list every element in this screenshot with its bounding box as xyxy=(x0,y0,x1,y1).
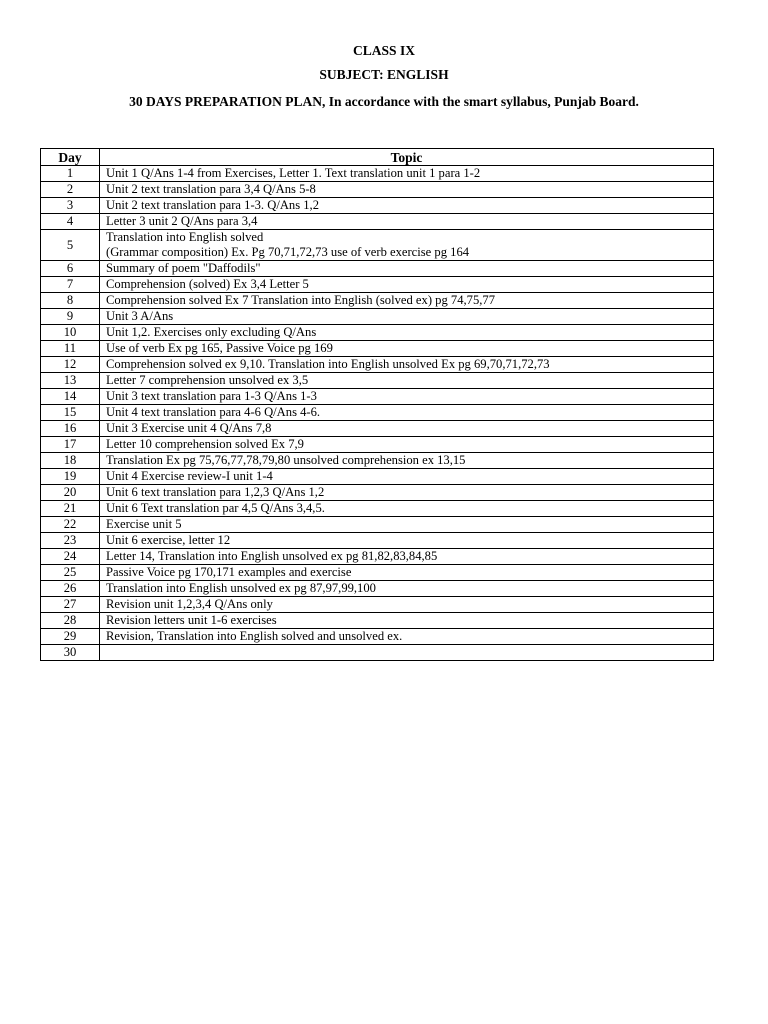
topic-cell xyxy=(100,389,714,405)
table-body xyxy=(41,166,714,661)
topic-cell xyxy=(100,437,714,453)
table-row xyxy=(41,389,714,405)
table-row xyxy=(41,597,714,613)
day-cell: 20 xyxy=(41,485,100,501)
topic-line: Letter 10 comprehension solved Ex 7,9 xyxy=(106,437,304,451)
topic-cell xyxy=(100,565,714,581)
table-row xyxy=(41,373,714,389)
topic-column-header: Topic xyxy=(100,149,714,166)
topic-cell xyxy=(100,198,714,214)
topic-cell xyxy=(100,453,714,469)
topic-line: Unit 6 Text translation par 4,5 Q/Ans 3,4,5. xyxy=(106,501,325,515)
table-row xyxy=(41,261,714,277)
topic-line: Unit 1 Q/Ans 1-4 from Exercises, Letter 1. Text translation unit 1 para 1-2 xyxy=(106,166,481,180)
table-row xyxy=(41,293,714,309)
day-cell: 7 xyxy=(41,277,100,293)
table-row xyxy=(41,581,714,597)
topic-line: Comprehension solved ex 9,10. Translation into English unsolved Ex pg 69,70,71,72,73 xyxy=(106,357,550,371)
topic-line: Use of verb Ex pg 165, Passive Voice pg 169 xyxy=(106,341,333,355)
day-cell: 11 xyxy=(41,341,100,357)
topic-cell xyxy=(100,613,714,629)
day-cell: 14 xyxy=(41,389,100,405)
topic-line: Letter 14, Translation into English unsolved ex pg 81,82,83,84,85 xyxy=(106,549,438,563)
table-row xyxy=(41,277,714,293)
topic-line: Unit 2 text translation para 3,4 Q/Ans 5-8 xyxy=(106,182,316,196)
day-cell: 8 xyxy=(41,293,100,309)
class-title: CLASS IX xyxy=(353,43,415,58)
topic-line: Unit 4 text translation para 4-6 Q/Ans 4-6. xyxy=(106,405,321,419)
day-cell: 28 xyxy=(41,613,100,629)
day-cell: 22 xyxy=(41,517,100,533)
preparation-plan-table xyxy=(40,148,714,661)
topic-line: Unit 4 Exercise review-I unit 1-4 xyxy=(106,469,273,483)
topic-cell xyxy=(100,517,714,533)
table-row xyxy=(41,453,714,469)
day-cell: 9 xyxy=(41,309,100,325)
table-row xyxy=(41,405,714,421)
day-cell: 18 xyxy=(41,453,100,469)
topic-cell xyxy=(100,214,714,230)
day-cell: 5 xyxy=(41,230,100,261)
day-cell: 12 xyxy=(41,357,100,373)
topic-line: Passive Voice pg 170,171 examples and exercise xyxy=(106,565,352,579)
day-cell: 21 xyxy=(41,501,100,517)
table-row xyxy=(41,613,714,629)
topic-line: Unit 6 text translation para 1,2,3 Q/Ans 1,2 xyxy=(106,485,325,499)
table-row xyxy=(41,230,714,261)
plan-title: 30 DAYS PREPARATION PLAN, In accordance with the smart syllabus, Punjab Board. xyxy=(129,94,639,109)
topic-cell xyxy=(100,405,714,421)
day-cell: 25 xyxy=(41,565,100,581)
topic-line: Letter 7 comprehension unsolved ex 3,5 xyxy=(106,373,309,387)
topic-line: Translation Ex pg 75,76,77,78,79,80 unsolved comprehension ex 13,15 xyxy=(106,453,466,467)
table-row xyxy=(41,214,714,230)
topic-cell xyxy=(100,293,714,309)
table-header-row xyxy=(41,149,714,166)
subject-title: SUBJECT: ENGLISH xyxy=(319,67,449,82)
topic-cell xyxy=(100,309,714,325)
topic-cell xyxy=(100,261,714,277)
table-row xyxy=(41,357,714,373)
topic-line: Revision letters unit 1-6 exercises xyxy=(106,613,277,627)
topic-line: Comprehension (solved) Ex 3,4 Letter 5 xyxy=(106,277,309,291)
topic-cell xyxy=(100,581,714,597)
topic-line: Unit 3 A/Ans xyxy=(106,309,174,323)
day-cell: 17 xyxy=(41,437,100,453)
day-cell: 15 xyxy=(41,405,100,421)
topic-cell xyxy=(100,549,714,565)
table-row xyxy=(41,182,714,198)
topic-cell xyxy=(100,485,714,501)
topic-cell xyxy=(100,182,714,198)
topic-cell xyxy=(100,421,714,437)
topic-cell xyxy=(100,341,714,357)
topic-line: Letter 3 unit 2 Q/Ans para 3,4 xyxy=(106,214,258,228)
table-row xyxy=(41,341,714,357)
table-row xyxy=(41,309,714,325)
day-cell: 13 xyxy=(41,373,100,389)
topic-line: Translation into English unsolved ex pg 87,97,99,100 xyxy=(106,581,376,595)
topic-cell xyxy=(100,533,714,549)
topic-cell xyxy=(100,357,714,373)
topic-cell xyxy=(100,501,714,517)
topic-cell xyxy=(100,373,714,389)
table-row xyxy=(41,501,714,517)
table-row xyxy=(41,421,714,437)
topic-line: Unit 1,2. Exercises only excluding Q/Ans xyxy=(106,325,317,339)
topic-line: Unit 6 exercise, letter 12 xyxy=(106,533,231,547)
topic-cell xyxy=(100,230,714,261)
topic-cell xyxy=(100,469,714,485)
topic-line: Comprehension solved Ex 7 Translation into English (solved ex) pg 74,75,77 xyxy=(106,293,495,307)
table-row xyxy=(41,645,714,661)
day-cell: 26 xyxy=(41,581,100,597)
day-cell: 10 xyxy=(41,325,100,341)
topic-line: Exercise unit 5 xyxy=(106,517,182,531)
topic-cell xyxy=(100,277,714,293)
table-row xyxy=(41,485,714,501)
topic-line: Unit 2 text translation para 1-3. Q/Ans 1,2 xyxy=(106,198,320,212)
topic-line: Translation into English solved xyxy=(106,230,264,244)
day-cell: 19 xyxy=(41,469,100,485)
table-row xyxy=(41,469,714,485)
day-cell: 23 xyxy=(41,533,100,549)
topic-cell xyxy=(100,597,714,613)
table-row xyxy=(41,325,714,341)
day-cell: 27 xyxy=(41,597,100,613)
topic-cell xyxy=(100,166,714,182)
day-cell: 2 xyxy=(41,182,100,198)
table-row xyxy=(41,166,714,182)
day-cell: 30 xyxy=(41,645,100,661)
day-cell: 4 xyxy=(41,214,100,230)
topic-line: Revision unit 1,2,3,4 Q/Ans only xyxy=(106,597,273,611)
table-row xyxy=(41,437,714,453)
table-row xyxy=(41,549,714,565)
topic-line: Revision, Translation into English solved and unsolved ex. xyxy=(106,629,403,643)
topic-line: (Grammar composition) Ex. Pg 70,71,72,73 use of verb exercise pg 164 xyxy=(106,245,470,259)
day-cell: 6 xyxy=(41,261,100,277)
topic-cell xyxy=(100,645,714,661)
day-cell: 1 xyxy=(41,166,100,182)
topic-cell xyxy=(100,629,714,645)
topic-line: Unit 3 Exercise unit 4 Q/Ans 7,8 xyxy=(106,421,272,435)
topic-line: Summary of poem "Daffodils" xyxy=(106,261,261,275)
day-cell: 16 xyxy=(41,421,100,437)
table-row xyxy=(41,517,714,533)
topic-cell xyxy=(100,325,714,341)
table-row xyxy=(41,629,714,645)
day-cell: 29 xyxy=(41,629,100,645)
topic-line: Unit 3 text translation para 1-3 Q/Ans 1-3 xyxy=(106,389,317,403)
table-row xyxy=(41,198,714,214)
day-cell: 3 xyxy=(41,198,100,214)
topic-line xyxy=(106,645,707,660)
table-row xyxy=(41,533,714,549)
day-cell: 24 xyxy=(41,549,100,565)
table-row xyxy=(41,565,714,581)
day-column-header: Day xyxy=(41,149,100,166)
